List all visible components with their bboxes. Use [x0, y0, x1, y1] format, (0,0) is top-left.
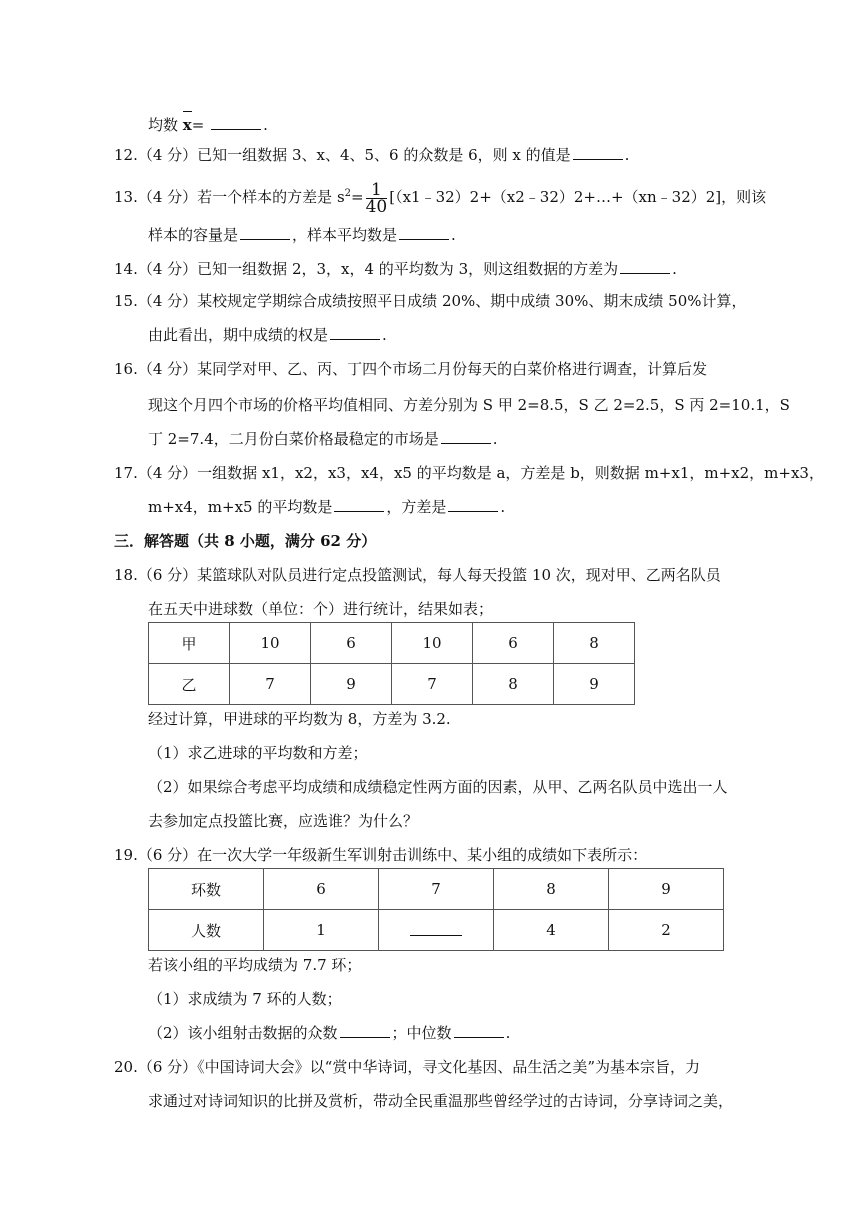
question-text: 样本的容量是: [148, 226, 239, 244]
question-16-line2: [148, 394, 790, 416]
question-15: [114, 290, 747, 312]
question-end: .: [451, 226, 456, 244]
question-20: [114, 1056, 700, 1078]
question-text: ；中位数: [391, 1024, 452, 1042]
variance-formula: [（x1﹣32）2+（x2﹣32）2+…+（xn﹣32）2]，则该: [389, 188, 767, 206]
table-cell: 6: [264, 869, 379, 910]
answer-blank[interactable]: [441, 429, 491, 444]
answer-blank[interactable]: [448, 497, 498, 512]
answer-blank[interactable]: [340, 1023, 390, 1038]
question-18-line2: [148, 598, 493, 620]
table-cell: 1: [264, 910, 379, 951]
question-number: 14.: [114, 260, 138, 278]
question-16-line3: [148, 428, 498, 450]
table-header: 人数: [149, 910, 264, 951]
exponent: 2: [344, 188, 352, 199]
question-15-line2: [148, 324, 387, 346]
question-19-after: 若该小组的平均成绩为 7.7 环；: [148, 956, 362, 974]
table-row: [149, 910, 724, 951]
q11-tail: [148, 112, 268, 136]
question-text: （4 分）某同学对甲、乙、丙、丁四个市场二月份每天的白菜价格进行调查，计算后发: [137, 360, 708, 378]
question-text: （6 分）《中国诗词大会》以“赏中华诗词，寻文化基因、品生活之美”为基本宗旨，力: [137, 1058, 701, 1076]
question-18-part1: （1）求乙进球的平均数和方差；: [148, 744, 368, 762]
question-text: 丁 2=7.4，二月份白菜价格最稳定的市场是: [148, 430, 439, 448]
scores-table-18: [148, 622, 635, 705]
question-end: .: [672, 260, 677, 278]
table-row: [149, 623, 635, 664]
table-row: [149, 869, 724, 910]
question-end: .: [382, 326, 387, 344]
scores-table-19: [148, 868, 724, 951]
table-cell: 8: [554, 623, 635, 664]
table-cell-blank[interactable]: [379, 910, 494, 951]
table-cell: 7: [392, 664, 473, 705]
table-header: 环数: [149, 869, 264, 910]
question-number: 20.: [114, 1058, 138, 1076]
table-cell: 6: [473, 623, 554, 664]
table-cell: 10: [230, 623, 311, 664]
answer-blank[interactable]: [410, 921, 462, 936]
question-19: [114, 844, 647, 866]
question-text: 现这个月四个市场的价格平均值相同、方差分别为 S 甲 2=8.5，S 乙 2=2.5，S 丙 2=10.1，S: [148, 396, 790, 414]
question-16: [114, 358, 707, 380]
question-14: [114, 258, 677, 280]
question-text: 在五天中进球数（单位：个）进行统计，结果如表；: [148, 600, 494, 618]
question-text: （2）该小组射击数据的众数: [148, 1024, 338, 1042]
q11-end: .: [263, 116, 268, 134]
answer-blank[interactable]: [211, 115, 261, 130]
question-text: 由此看出，期中成绩的权是: [148, 326, 329, 344]
question-number: 13.: [114, 188, 138, 206]
question-text: m+x4，m+x5 的平均数是: [148, 498, 333, 516]
question-end: .: [505, 1024, 511, 1042]
question-end: .: [492, 430, 498, 448]
fraction-numerator: 1: [366, 182, 388, 199]
table-cell: 6: [311, 623, 392, 664]
q11-prefix: 均数: [148, 116, 179, 134]
mean-symbol: x: [183, 112, 192, 136]
question-number: 12.: [114, 146, 138, 164]
fraction-denominator: 40: [365, 196, 388, 217]
question-text: （6 分）某篮球队对队员进行定点投篮测试，每人每天投篮 10 次，现对甲、乙两名队员: [137, 566, 721, 584]
question-18-after: 经过计算，甲进球的平均数为 8，方差为 3.2.: [148, 710, 451, 728]
question-text: （4 分）已知一组数据 3、x、4、5、6 的众数是 6，则 x 的值是: [137, 146, 571, 164]
question-13: [114, 176, 766, 215]
table-cell: 9: [311, 664, 392, 705]
question-18-part2-line2: 去参加定点投篮比赛，应选谁？为什么？: [148, 812, 419, 830]
question-13-line2: [148, 224, 456, 246]
answer-blank[interactable]: [334, 497, 384, 512]
question-text: ，样本平均数是: [292, 226, 398, 244]
question-text: （4 分）一组数据 x1，x2，x3，x4，x5 的平均数是 a，方差是 b，则数据 m+x1，m+x2，m+x3，: [137, 464, 824, 482]
table-cell: 2: [609, 910, 724, 951]
question-20-line2: 求通过对诗词知识的比拼及赏析，带动全民重温那些曾经学过的古诗词，分享诗词之美，: [148, 1092, 734, 1110]
table-cell: 9: [554, 664, 635, 705]
answer-blank[interactable]: [573, 145, 623, 160]
table-row: [149, 664, 635, 705]
table-cell: 7: [379, 869, 494, 910]
q11-eq: =: [191, 116, 205, 134]
equals: =: [351, 188, 364, 206]
question-18: [114, 564, 721, 586]
question-end: .: [500, 498, 506, 516]
fraction: [365, 179, 388, 217]
question-text: （6 分）在一次大学一年级新生军训射击训练中、某小组的成绩如下表所示：: [137, 846, 648, 864]
question-number: 15.: [114, 292, 138, 310]
question-17: [114, 462, 824, 484]
question-18-part2: （2）如果综合考虑平均成绩和成绩稳定性两方面的因素，从甲、乙两名队员中选出一人: [148, 778, 728, 796]
table-cell: 8: [473, 664, 554, 705]
question-text: ，方差是: [386, 498, 447, 516]
answer-blank[interactable]: [620, 259, 670, 274]
answer-blank[interactable]: [399, 225, 449, 240]
table-cell: 10: [392, 623, 473, 664]
section-heading: 三．解答题（共 8 小题，满分 62 分）: [114, 532, 377, 550]
question-text: （4 分）已知一组数据 2，3，x，4 的平均数为 3，则这组数据的方差为: [137, 260, 619, 278]
table-cell: 8: [494, 869, 609, 910]
answer-blank[interactable]: [454, 1023, 504, 1038]
table-cell: 甲: [149, 623, 230, 664]
question-text: （4 分）某校规定学期综合成绩按照平日成绩 20%、期中成绩 30%、期末成绩 50%计算，: [137, 292, 747, 310]
question-end: .: [624, 146, 630, 164]
question-number: 19.: [114, 846, 138, 864]
question-number: 17.: [114, 464, 138, 482]
question-19-part2: [148, 1022, 510, 1044]
question-text: （4 分）若一个样本的方差是 s: [137, 188, 345, 206]
question-17-line2: [148, 496, 505, 518]
question-number: 16.: [114, 360, 138, 378]
question-19-part1: （1）求成绩为 7 环的人数；: [148, 990, 342, 1008]
table-cell: 9: [609, 869, 724, 910]
question-number: 18.: [114, 566, 138, 584]
question-12: [114, 144, 629, 166]
answer-blank[interactable]: [240, 225, 290, 240]
table-cell: 乙: [149, 664, 230, 705]
table-cell: 7: [230, 664, 311, 705]
table-cell: 4: [494, 910, 609, 951]
answer-blank[interactable]: [330, 325, 380, 340]
